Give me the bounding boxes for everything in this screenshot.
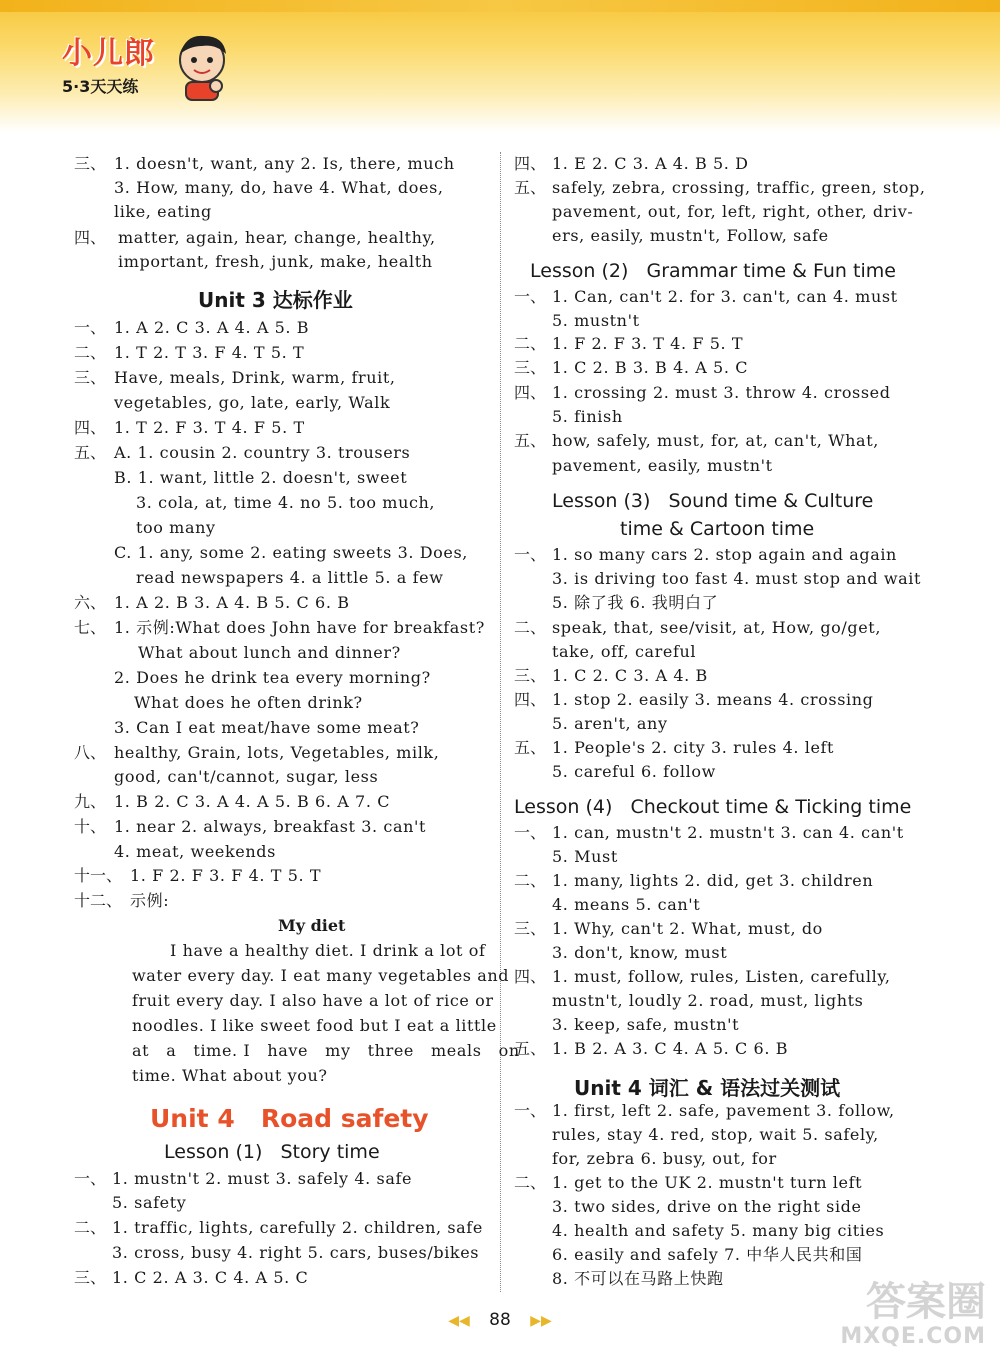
question-number: 五、 [514, 1039, 547, 1058]
answer-line: What about lunch and dinner? [138, 643, 401, 662]
logo-subtitle: 5·3天天练 [62, 77, 139, 96]
answer-line: good, can't/cannot, sugar, less [114, 767, 379, 786]
brand-logo [62, 28, 155, 97]
question-number: 一、 [514, 545, 547, 564]
question-number: 五、 [74, 443, 107, 462]
header-banner [0, 0, 1000, 132]
answer-line: 3. don't, know, must [552, 943, 728, 962]
answer-line: important, fresh, junk, make, health [118, 252, 433, 271]
answer-line: like, eating [114, 202, 212, 221]
question-number: 五、 [514, 431, 547, 450]
answer-line: 8. 不可以在马路上快跑 [552, 1269, 724, 1288]
answer-line: 4. means 5. can't [552, 895, 701, 914]
lesson3-heading-cont: time & Cartoon time [620, 518, 815, 540]
answer-line: take, off, careful [552, 642, 697, 661]
lesson4-heading: Lesson (4) Checkout time & Ticking time [514, 796, 912, 818]
answer-line: C. 1. any, some 2. eating sweets 3. Does, [114, 543, 468, 562]
answer-line: for, zebra 6. busy, out, for [552, 1149, 777, 1168]
question-number: 四、 [74, 228, 107, 247]
answer-line: 1. T 2. T 3. F 4. T 5. T [114, 343, 305, 362]
unit3-heading: Unit 3 达标作业 [198, 288, 353, 312]
watermark-url: MXQE.COM [840, 1324, 986, 1349]
question-number: 七、 [74, 618, 107, 637]
answer-line: Have, meals, Drink, warm, fruit, [114, 368, 396, 387]
answer-line: rules, stay 4. red, stop, wait 5. safely, [552, 1125, 879, 1144]
answer-line: speak, that, see/visit, at, How, go/get, [552, 618, 882, 637]
question-number: 十一、 [74, 866, 123, 885]
question-number: 三、 [514, 358, 547, 377]
answer-line: 3. cola, at, time 4. no 5. too much, [136, 493, 436, 512]
answer-line: 3. How, many, do, have 4. What, does, [114, 178, 444, 197]
logo-title: 小儿郎 [62, 36, 155, 71]
answer-line: 3. Can I eat meat/have some meat? [114, 718, 420, 737]
answer-line: 1. traffic, lights, carefully 2. children, safe [112, 1218, 483, 1237]
answer-line: 1. F 2. F 3. T 4. F 5. T [552, 334, 744, 353]
answer-line: 1. F 2. F 3. F 4. T 5. T [130, 866, 322, 885]
answer-line: 4. health and safety 5. many big cities [552, 1221, 885, 1240]
answer-line: matter, again, hear, change, healthy, [118, 228, 436, 247]
answer-line: 1. C 2. A 3. C 4. A 5. C [112, 1268, 309, 1287]
answer-line: 1. C 2. B 3. B 4. A 5. C [552, 358, 749, 377]
question-number: 二、 [514, 871, 547, 890]
watermark-logo: 答案圈 [866, 1279, 986, 1325]
question-number: 四、 [514, 383, 547, 402]
answer-line: read newspapers 4. a little 5. a few [136, 568, 444, 587]
answer-line: 1. People's 2. city 3. rules 4. left [552, 738, 835, 757]
answer-line: 1. B 2. A 3. C 4. A 5. C 6. B [552, 1039, 789, 1058]
answer-line: 5. finish [552, 407, 623, 426]
answer-line: pavement, easily, mustn't [552, 456, 773, 475]
answer-line: 5. safety [112, 1193, 187, 1212]
essay-line: fruit every day. I also have a lot of rice or [132, 991, 494, 1010]
answer-line: 5. 除了我 6. 我明白了 [552, 593, 719, 612]
question-number: 九、 [74, 792, 107, 811]
question-number: 三、 [514, 919, 547, 938]
answer-line: What does he often drink? [134, 693, 363, 712]
answer-line: 1. B 2. C 3. A 4. A 5. B 6. A 7. C [114, 792, 391, 811]
question-number: 一、 [514, 823, 547, 842]
answer-line: 1. first, left 2. safe, pavement 3. follow, [552, 1101, 895, 1120]
lesson1-heading: Lesson (1) Story time [164, 1141, 380, 1163]
answer-line: 4. meat, weekends [114, 842, 276, 861]
essay-line: noodles. I like sweet food but I eat a little [132, 1016, 497, 1035]
answer-line: mustn't, loudly 2. road, must, lights [552, 991, 864, 1010]
answer-line: 3. two sides, drive on the right side [552, 1197, 862, 1216]
question-number: 八、 [74, 743, 107, 762]
question-number: 四、 [74, 418, 107, 437]
question-number: 十二、 [74, 891, 123, 910]
question-number: 一、 [74, 1169, 107, 1188]
answer-line: 1. Can, can't 2. for 3. can't, can 4. must [552, 287, 898, 306]
question-number: 四、 [514, 154, 547, 173]
answer-line: 6. easily and safely 7. 中华人民共和国 [552, 1245, 863, 1264]
answer-line: 1. so many cars 2. stop again and again [552, 545, 897, 564]
question-number: 十、 [74, 817, 107, 836]
header-stripe [0, 0, 1000, 12]
question-number: 三、 [74, 154, 107, 173]
question-number: 一、 [514, 1101, 547, 1120]
question-number: 三、 [74, 368, 107, 387]
essay-line: time. What about you? [132, 1066, 328, 1085]
essay-line: I have a healthy diet. I drink a lot of [170, 941, 486, 960]
answer-line: 1. A 2. B 3. A 4. B 5. C 6. B [114, 593, 350, 612]
answer-line: 1. doesn't, want, any 2. Is, there, much [114, 154, 455, 173]
prev-arrows-icon: ◀◀ [448, 1313, 470, 1329]
answer-line: how, safely, must, for, at, can't, What, [552, 431, 879, 450]
answer-line: 1. stop 2. easily 3. means 4. crossing [552, 690, 874, 709]
question-number: 一、 [514, 287, 547, 306]
question-number: 三、 [74, 1268, 107, 1287]
unit4-test-heading: Unit 4 词汇 & 语法过关测试 [574, 1076, 841, 1100]
lesson2-heading: Lesson (2) Grammar time & Fun time [530, 260, 896, 282]
answer-line: safely, zebra, crossing, traffic, green, stop, [552, 178, 926, 197]
question-number: 一、 [74, 318, 107, 337]
answer-line: 1. 示例:What does John have for breakfast? [114, 618, 485, 637]
answer-line: 1. crossing 2. must 3. throw 4. crossed [552, 383, 891, 402]
essay-line: water every day. I eat many vegetables and [132, 966, 510, 985]
question-number: 三、 [514, 666, 547, 685]
answer-line: healthy, Grain, lots, Vegetables, milk, [114, 743, 440, 762]
question-number: 二、 [74, 1218, 107, 1237]
answer-line: 1. near 2. always, breakfast 3. can't [114, 817, 427, 836]
question-number: 四、 [514, 967, 547, 986]
answer-line: 1. E 2. C 3. A 4. B 5. D [552, 154, 749, 173]
next-arrows-icon: ▶▶ [530, 1313, 552, 1329]
mascot-icon [172, 30, 232, 102]
question-number: 六、 [74, 593, 107, 612]
answer-line: 5. aren't, any [552, 714, 668, 733]
answer-line: too many [136, 518, 216, 537]
answer-line: 1. get to the UK 2. mustn't turn left [552, 1173, 863, 1192]
question-number: 二、 [514, 618, 547, 637]
answer-line: A. 1. cousin 2. country 3. trousers [114, 443, 411, 462]
answer-line: vegetables, go, late, early, Walk [114, 393, 391, 412]
question-number: 二、 [74, 343, 107, 362]
answer-line: 3. cross, busy 4. right 5. cars, buses/bikes [112, 1243, 480, 1262]
question-number: 二、 [514, 1173, 547, 1192]
answer-line: 1. must, follow, rules, Listen, carefully, [552, 967, 891, 986]
answer-line: B. 1. want, little 2. doesn't, sweet [114, 468, 408, 487]
answer-line: 1. can, mustn't 2. mustn't 3. can 4. can't [552, 823, 904, 842]
answer-line: 3. keep, safe, mustn't [552, 1015, 740, 1034]
lesson3-heading: Lesson (3) Sound time & Culture [552, 490, 874, 512]
question-number: 四、 [514, 690, 547, 709]
column-divider [500, 152, 501, 1292]
answer-line: 1. T 2. F 3. T 4. F 5. T [114, 418, 305, 437]
essay-line: at a time. I have my three meals on [132, 1041, 520, 1060]
answer-line: 1. A 2. C 3. A 4. A 5. B [114, 318, 310, 337]
answer-line: pavement, out, for, left, right, other, driv- [552, 202, 914, 221]
answer-line: 1. many, lights 2. did, get 3. children [552, 871, 874, 890]
answer-line: ers, easily, mustn't, Follow, safe [552, 226, 829, 245]
answer-line: 1. Why, can't 2. What, must, do [552, 919, 823, 938]
answer-line: 5. mustn't [552, 311, 640, 330]
answer-line: 5. careful 6. follow [552, 762, 716, 781]
unit4-heading: Unit 4 Road safety [150, 1104, 429, 1133]
answer-line: 1. C 2. C 3. A 4. B [552, 666, 708, 685]
question-number: 五、 [514, 178, 547, 197]
answer-line: 2. Does he drink tea every morning? [114, 668, 431, 687]
question-number: 二、 [514, 334, 547, 353]
page-number: 88 [489, 1310, 511, 1330]
answer-line: 5. Must [552, 847, 618, 866]
answer-line: 1. mustn't 2. must 3. safely 4. safe [112, 1169, 413, 1188]
answer-line: 示例: [130, 891, 170, 910]
question-number: 五、 [514, 738, 547, 757]
watermark [840, 1280, 986, 1349]
answer-line: 3. is driving too fast 4. must stop and wait [552, 569, 922, 588]
essay-title: My diet [278, 916, 346, 935]
